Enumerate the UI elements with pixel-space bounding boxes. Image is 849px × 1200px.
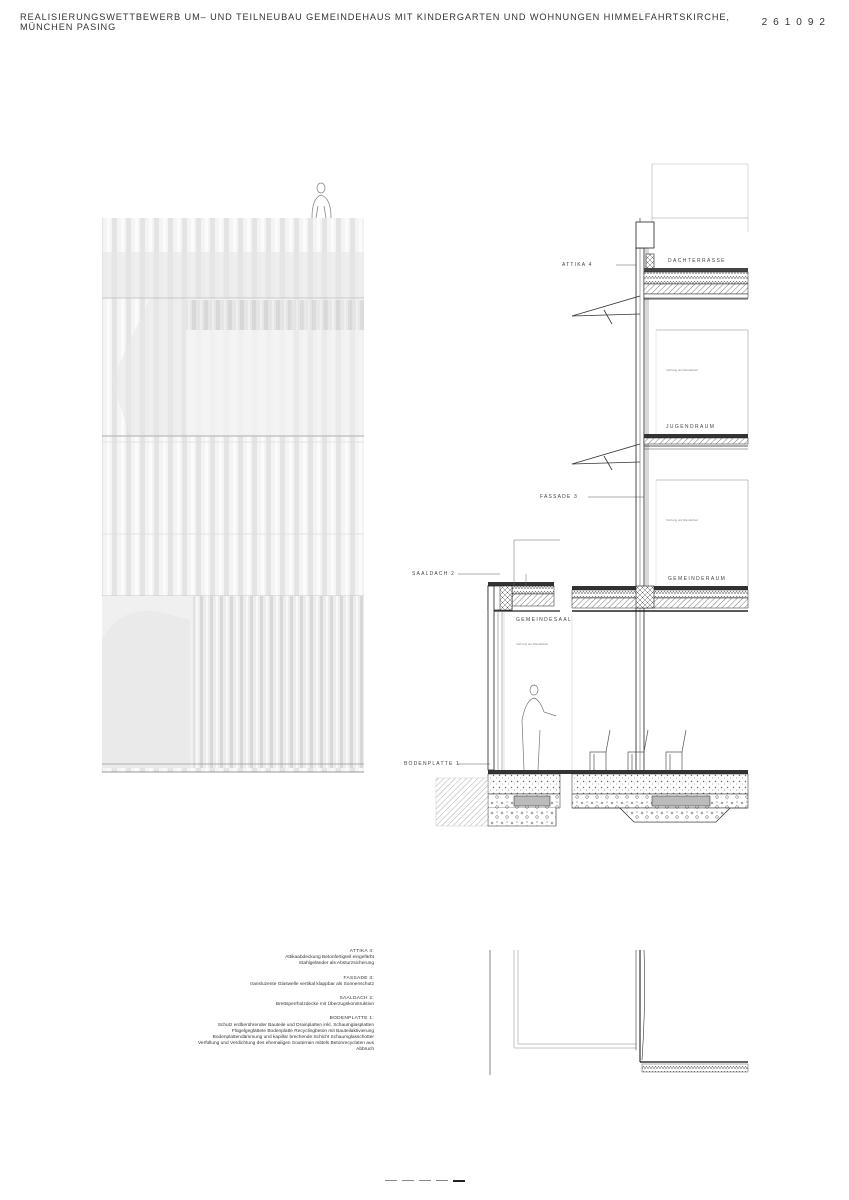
facade-shade-band [102, 252, 364, 298]
note-heading: SAALDACH 2: [339, 996, 374, 1002]
page-dot[interactable] [436, 1180, 448, 1181]
note-heading: FASSADE 3: [343, 975, 374, 981]
label-fassade: FASSADE 3 [540, 494, 579, 500]
sheet-title: REALISIERUNGSWETTBEWERB UM– UND TEILNEUBAU GEMEINDEHAUS MIT KINDERGARTEN UND WOHNUNGEN HIMMELFAHRTSKIRCHE, MÜNCHEN PASING [20, 12, 730, 32]
person-figure-roof [312, 183, 331, 218]
note-line: Stahlgeländer als Absturzsicherung [298, 961, 374, 967]
label-attika: ATTIKA 4 [562, 262, 593, 268]
note-lower: Vorhang als Wandarbeit [516, 642, 548, 646]
note-line: transluzente Glaswelle vertikal klappbar als Sonnenschutz [250, 981, 374, 987]
note-line: Brettsperrholzdecke mit Überzugskonstruktion [275, 1002, 374, 1008]
room-gemeindesaal: GEMEINDESAAL [516, 617, 573, 623]
page-dot[interactable] [385, 1180, 397, 1181]
section-drawing [436, 164, 748, 1075]
note-heading: BODENPLATTE 1: [329, 1016, 374, 1022]
label-bodenplatte: BODENPLATTE 1 [404, 761, 461, 767]
competition-code: 261092 [761, 16, 831, 28]
note-line: Schutz erdberührender Bauteile und Drainplatten inkl. Schaumglasplatten [217, 1022, 374, 1028]
room-jugendraum: JUGENDRAUM [666, 424, 716, 430]
note-heading: ATTIKA 4: [349, 949, 374, 954]
note-upper: Vorhang als Wandarbeit [666, 368, 698, 372]
facade-lower-cladding [194, 596, 364, 768]
page-indicator [385, 1180, 465, 1182]
construction-notes [180, 949, 374, 1054]
room-dachterrasse: DACHTERRASSE [668, 258, 726, 264]
note-middle: Vorhang als Wandarbeit [666, 518, 698, 522]
page-dot[interactable] [402, 1180, 414, 1181]
room-gemeinderaum: GEMEINDERAUM [668, 576, 727, 582]
note-line: Bodenplattendämmung und kapillar brechende Schicht Schaumglasschotter [212, 1035, 374, 1041]
note-line: Flügelgeglättete Bodenplatte Recyclingbeton mit Bauteilaktivierung [231, 1028, 374, 1034]
detail-drawing [490, 950, 748, 1075]
label-saaldach: SAALDACH 2 [412, 571, 456, 577]
page-dot-active[interactable] [453, 1180, 465, 1182]
note-line: Verfüllung und Verdichtung des ehemaligen Souterrain mittels Betonrecyclaten aus Abbruch [198, 1041, 374, 1053]
page-dot[interactable] [419, 1180, 431, 1181]
person-figure-hall [522, 685, 556, 770]
facade-view [102, 183, 364, 772]
note-line: Attikaabdeckung Betonfertigteil eingefärbt [285, 955, 374, 961]
